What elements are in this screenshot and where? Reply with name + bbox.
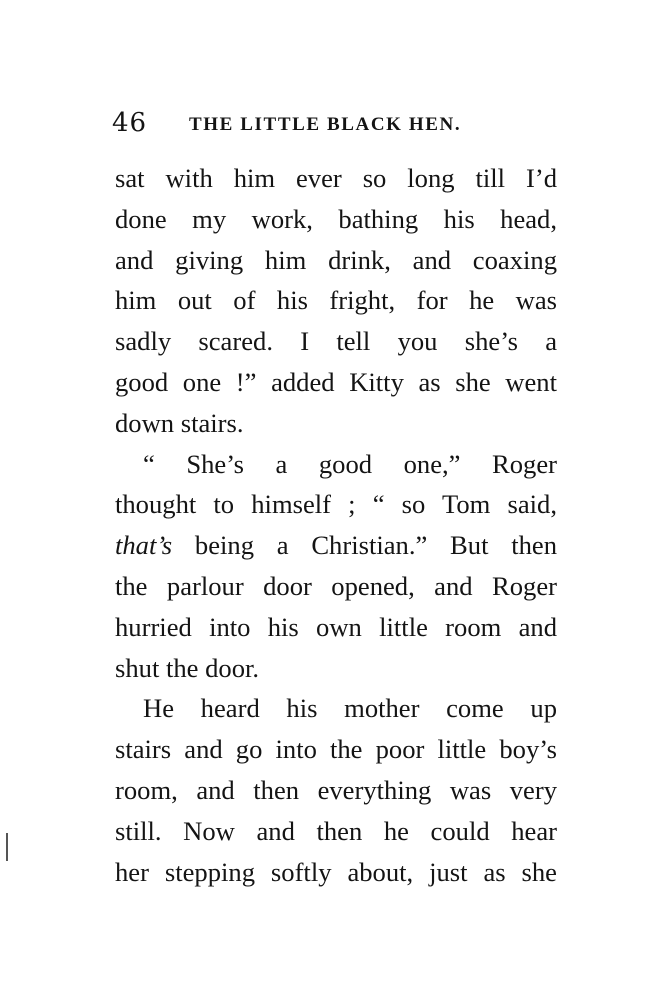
text-line-with-italic — [115, 525, 557, 566]
text-line: her stepping softly about, just as she — [115, 856, 557, 887]
text-line: the parlour door opened, and Roger — [115, 570, 557, 601]
page-number: 46 — [112, 108, 148, 138]
italic-word: that’s — [115, 530, 173, 561]
text-line: stairs and go into the poor little boy’s — [115, 734, 557, 765]
running-head — [112, 103, 552, 143]
text-line-rest: being a Christian.” But then — [172, 530, 557, 561]
text-line: hurried into his own little room and — [115, 611, 557, 642]
text-line: done my work, bathing his head, — [115, 203, 557, 234]
body-text — [115, 158, 557, 892]
text-line: thought to himself ; “ so Tom said, — [115, 489, 557, 520]
text-line: him out of his fright, for he was — [115, 285, 557, 316]
text-line: and giving him drink, and coaxing — [115, 244, 557, 275]
text-line: still. Now and then he could hear — [115, 815, 557, 846]
running-title: THE LITTLE BLACK HEN. — [189, 114, 462, 135]
text-line: He heard his mother come up — [143, 693, 557, 724]
text-line: “ She’s a good one,” Roger — [143, 448, 557, 479]
text-line: down stairs. — [115, 407, 244, 438]
text-line: room, and then everything was very — [115, 774, 557, 805]
text-line: shut the door. — [115, 652, 260, 683]
text-line: sadly scared. I tell you she’s a — [115, 326, 557, 357]
margin-mark — [6, 833, 8, 861]
text-line: good one !” added Kitty as she went — [115, 366, 557, 397]
text-line: sat with him ever so long till I’d — [115, 163, 557, 193]
